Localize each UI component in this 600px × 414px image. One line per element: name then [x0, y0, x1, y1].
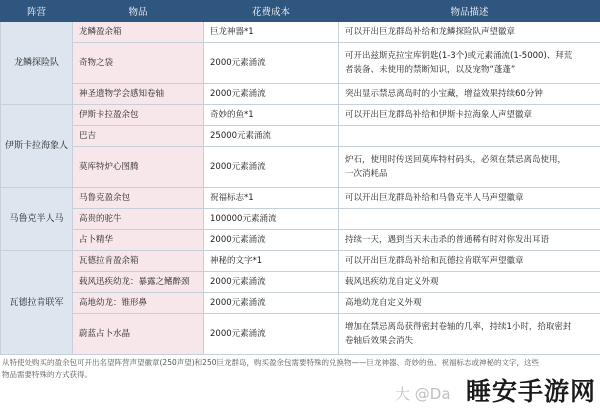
- description-line: 载风迅疾幼龙自定义外观: [345, 277, 439, 287]
- cost-cell: 祝福标志*1: [204, 188, 339, 209]
- table-row: [1, 293, 600, 314]
- table-row: [1, 126, 600, 147]
- item-cell: 载风迅疾幼龙：暴露之鳍醉颈: [73, 272, 204, 293]
- cost-cell: 奇妙的鱼*1: [204, 105, 339, 126]
- item-cell: 高贵的驼牛: [73, 209, 204, 230]
- table-row: [1, 84, 600, 105]
- description-cell: [339, 84, 600, 105]
- item-cell: 奇物之袋: [73, 43, 204, 84]
- cost-cell: 25000元素涌流: [204, 126, 339, 147]
- description-cell: [339, 209, 600, 230]
- cost-cell: 2000元素涌流: [204, 147, 339, 188]
- faction-cell: 瓦德拉肯联军: [1, 251, 73, 355]
- table-row: [1, 22, 600, 43]
- item-cell: 伊斯卡拉盈余包: [73, 105, 204, 126]
- description-cell: [339, 147, 600, 188]
- table-row: [1, 314, 600, 355]
- table-row: [1, 230, 600, 251]
- header-cost: 花费成本: [204, 1, 339, 22]
- cost-cell: 2000元素涌流: [204, 230, 339, 251]
- description-line: 持续一天，遇到当天未击杀的普通稀有时对你发出耳语: [345, 235, 550, 245]
- description-cell: [339, 272, 600, 293]
- description-cell: [339, 105, 600, 126]
- description-line: 可开出兹斯克拉宝库钥匙(1-3个)或元素涌流(1-5000)、拜荒: [345, 51, 573, 61]
- description-line: 者装备、未使用的禁断知识，以及宠物“蓬蓬”: [345, 65, 516, 75]
- description-cell: [339, 293, 600, 314]
- cost-cell: 神秘的文字*1: [204, 251, 339, 272]
- description-cell: [339, 188, 600, 209]
- table-row: [1, 43, 600, 84]
- faction-cell: 龙鳞探险队: [1, 22, 73, 105]
- cost-cell: 2000元素涌流: [204, 293, 339, 314]
- cost-cell: 2000元素涌流: [204, 84, 339, 105]
- description-line: 可以开出巨龙群岛补给和伊斯卡拉海象人声望徽章: [345, 110, 533, 120]
- table-header-row: [1, 1, 600, 22]
- header-item: 物品: [73, 1, 204, 22]
- faint-watermark: 大 @Da: [395, 385, 451, 403]
- cost-cell: 2000元素涌流: [204, 314, 339, 355]
- table-row: [1, 251, 600, 272]
- item-cell: 莫库特炉心图腾: [73, 147, 204, 188]
- description-line: 高地幼龙自定义外观: [345, 298, 422, 308]
- item-cell: 龙鳞盈余箱: [73, 22, 204, 43]
- description-line: 可以开出巨龙群岛补给和龙鳞探险队声望徽章: [345, 27, 516, 37]
- description-line: 可以开出巨龙群岛补给和马鲁克半人马声望徽章: [345, 193, 524, 203]
- item-cell: 瓦德拉肯盈余箱: [73, 251, 204, 272]
- description-line: 增加在禁忌离岛获得密封卷轴的几率，持续1小时，拾取密封: [345, 322, 572, 332]
- table-row: [1, 188, 600, 209]
- description-cell: [339, 22, 600, 43]
- header-description: 物品描述: [339, 1, 600, 22]
- faction-cell: 马鲁克半人马: [1, 188, 73, 251]
- item-cell: 高地幼龙：锥形鼻: [73, 293, 204, 314]
- description-line: 一次消耗品: [345, 169, 388, 179]
- description-cell: [339, 251, 600, 272]
- cost-cell: 巨龙神器*1: [204, 22, 339, 43]
- description-cell: [339, 230, 600, 251]
- description-line: 炉石，使用时传送回莫库特村码头，必须在禁忌离岛使用，: [345, 155, 567, 165]
- description-line: 卷轴后效果会消失: [345, 336, 414, 346]
- cost-cell: 2000元素涌流: [204, 43, 339, 84]
- description-cell: [339, 314, 600, 355]
- table-row: [1, 147, 600, 188]
- footnote-line: 从特使处购买的盈余包可开出名望阵营声望徽章(250声望)和250巨龙群岛，购买盈余包需要特殊的兑换物——巨龙神器、奇妙的鱼、祝福标志或神秘的文字，这些: [2, 358, 539, 367]
- description-cell: [339, 126, 600, 147]
- item-cell: 神圣遗物学会感知卷轴: [73, 84, 204, 105]
- item-cell: 蔚蓝占卜水晶: [73, 314, 204, 355]
- footnote-line: 物品需要特殊的方式获得。: [2, 370, 92, 379]
- item-cell: 巴吉: [73, 126, 204, 147]
- item-cell: 马鲁克盈余包: [73, 188, 204, 209]
- faction-cell: 伊斯卡拉海象人: [1, 105, 73, 188]
- header-faction: 阵营: [1, 1, 73, 22]
- table-row: [1, 209, 600, 230]
- description-line: 突出显示禁忌离岛时的小宝藏，增益效果持续60分钟: [345, 89, 543, 99]
- item-cell: 占卜精华: [73, 230, 204, 251]
- description-line: 可以开出巨龙群岛补给和瓦德拉肯联军声望徽章: [345, 256, 524, 266]
- cost-cell: 100000元素涌流: [204, 209, 339, 230]
- site-watermark: 睡安手游网: [465, 377, 596, 406]
- table-row: [1, 272, 600, 293]
- description-cell: [339, 43, 600, 84]
- cost-cell: 2000元素涌流: [204, 272, 339, 293]
- table-row: [1, 105, 600, 126]
